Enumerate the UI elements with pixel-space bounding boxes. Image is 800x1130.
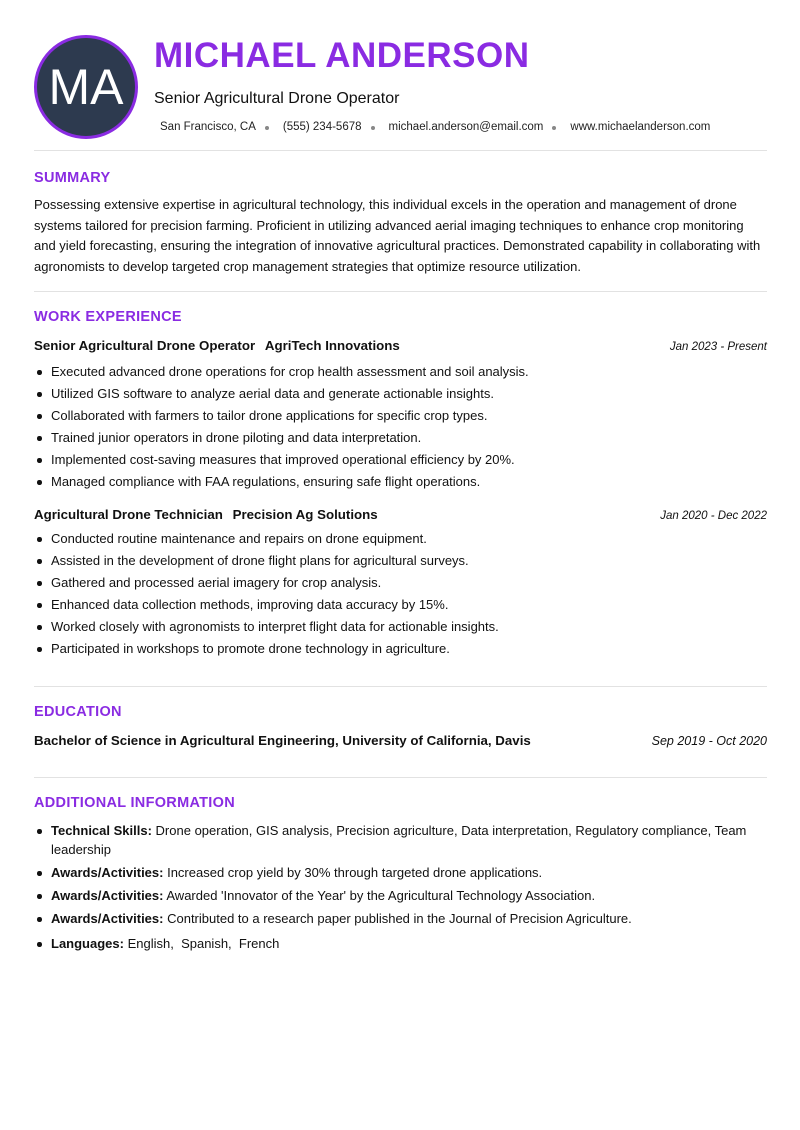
info-text: English, Spanish, French [127, 936, 280, 951]
separator-dot [371, 126, 375, 130]
section-title-education: EDUCATION [34, 704, 122, 720]
education-degree: Bachelor of Science in Agricultural Engineering, University of California, Davis [34, 733, 531, 748]
info-text: Increased crop yield by 30% through targeted drone applications. [167, 865, 543, 880]
job-date: Jan 2020 - Dec 2022 [660, 510, 767, 522]
divider [34, 291, 767, 292]
list-item [34, 886, 767, 905]
job-header [34, 507, 767, 522]
candidate-name: MICHAEL ANDERSON [154, 36, 530, 75]
separator-dot [265, 126, 269, 130]
list-item: Executed advanced drone operations for crop health assessment and soil analysis. [34, 361, 767, 383]
info-text: Awarded 'Innovator of the Year' by the Agricultural Technology Association. [166, 888, 596, 903]
job-company: Precision Ag Solutions [232, 507, 378, 522]
education-entry [34, 733, 767, 748]
job-company: AgriTech Innovations [264, 338, 400, 353]
section-title-experience: WORK EXPERIENCE [34, 309, 182, 325]
section-title-additional: ADDITIONAL INFORMATION [34, 795, 235, 811]
list-item: Participated in workshops to promote drone technology in agriculture. [34, 638, 767, 660]
list-item: Conducted routine maintenance and repairs on drone equipment. [34, 528, 767, 550]
contact-phone[interactable]: (555) 234-5678 [282, 121, 362, 133]
candidate-role: Senior Agricultural Drone Operator [154, 90, 400, 107]
list-item [34, 909, 767, 928]
avatar [34, 35, 138, 139]
separator-dot [552, 126, 556, 130]
list-item [34, 821, 767, 859]
job-bullets [34, 528, 767, 660]
list-item: Collaborated with farmers to tailor drone applications for specific crop types. [34, 405, 767, 427]
list-item: Trained junior operators in drone piloting and data interpretation. [34, 427, 767, 449]
avatar-initials: MA [48, 59, 124, 115]
divider [34, 777, 767, 778]
job-date: Jan 2023 - Present [669, 341, 767, 353]
job-title: Senior Agricultural Drone Operator [34, 338, 256, 353]
divider [34, 686, 767, 687]
job-title: Agricultural Drone Technician [34, 507, 223, 522]
additional-info-list [34, 821, 767, 957]
divider [34, 150, 767, 151]
education-date: Sep 2019 - Oct 2020 [651, 734, 767, 748]
info-text: Contributed to a research paper published in the Journal of Precision Agriculture. [167, 911, 632, 926]
list-item: Assisted in the development of drone flight plans for agricultural surveys. [34, 550, 767, 572]
summary-text: Possessing extensive expertise in agricultural technology, this individual excels in the operation and management of drone systems tailored for precision farming. Proficient in utilizing advanced aerial imaging techniques to enhance crop monitoring and yield forecasting, ensuring the integration of innovative agricultural practices. Demonstrated capability in collaborating with agronomists to develop targeted crop management strategies that optimize resource utilization. [34, 197, 761, 274]
contact-email[interactable]: michael.anderson@email.com [388, 121, 544, 133]
contact-website[interactable]: www.michaelanderson.com [570, 121, 711, 133]
info-text: Drone operation, GIS analysis, Precision agriculture, Data interpretation, Regulatory compliance, Team leadership [51, 823, 747, 857]
info-label: Awards/Activities: [51, 865, 164, 880]
list-item: Managed compliance with FAA regulations, ensuring safe flight operations. [34, 471, 767, 493]
list-item [34, 863, 767, 882]
job-bullets [34, 361, 767, 493]
info-label: Awards/Activities: [51, 911, 164, 926]
info-label: Languages: [51, 936, 124, 951]
list-item: Gathered and processed aerial imagery for crop analysis. [34, 572, 767, 594]
list-item [34, 934, 767, 953]
section-title-summary: SUMMARY [34, 170, 111, 186]
info-label: Awards/Activities: [51, 888, 164, 903]
list-item: Implemented cost-saving measures that improved operational efficiency by 20%. [34, 449, 767, 471]
job-header [34, 338, 767, 353]
contact-bar [160, 121, 710, 133]
list-item: Enhanced data collection methods, improving data accuracy by 15%. [34, 594, 767, 616]
list-item: Utilized GIS software to analyze aerial data and generate actionable insights. [34, 383, 767, 405]
contact-location: San Francisco, CA [160, 121, 256, 133]
info-label: Technical Skills: [51, 823, 152, 838]
list-item: Worked closely with agronomists to interpret flight data for actionable insights. [34, 616, 767, 638]
